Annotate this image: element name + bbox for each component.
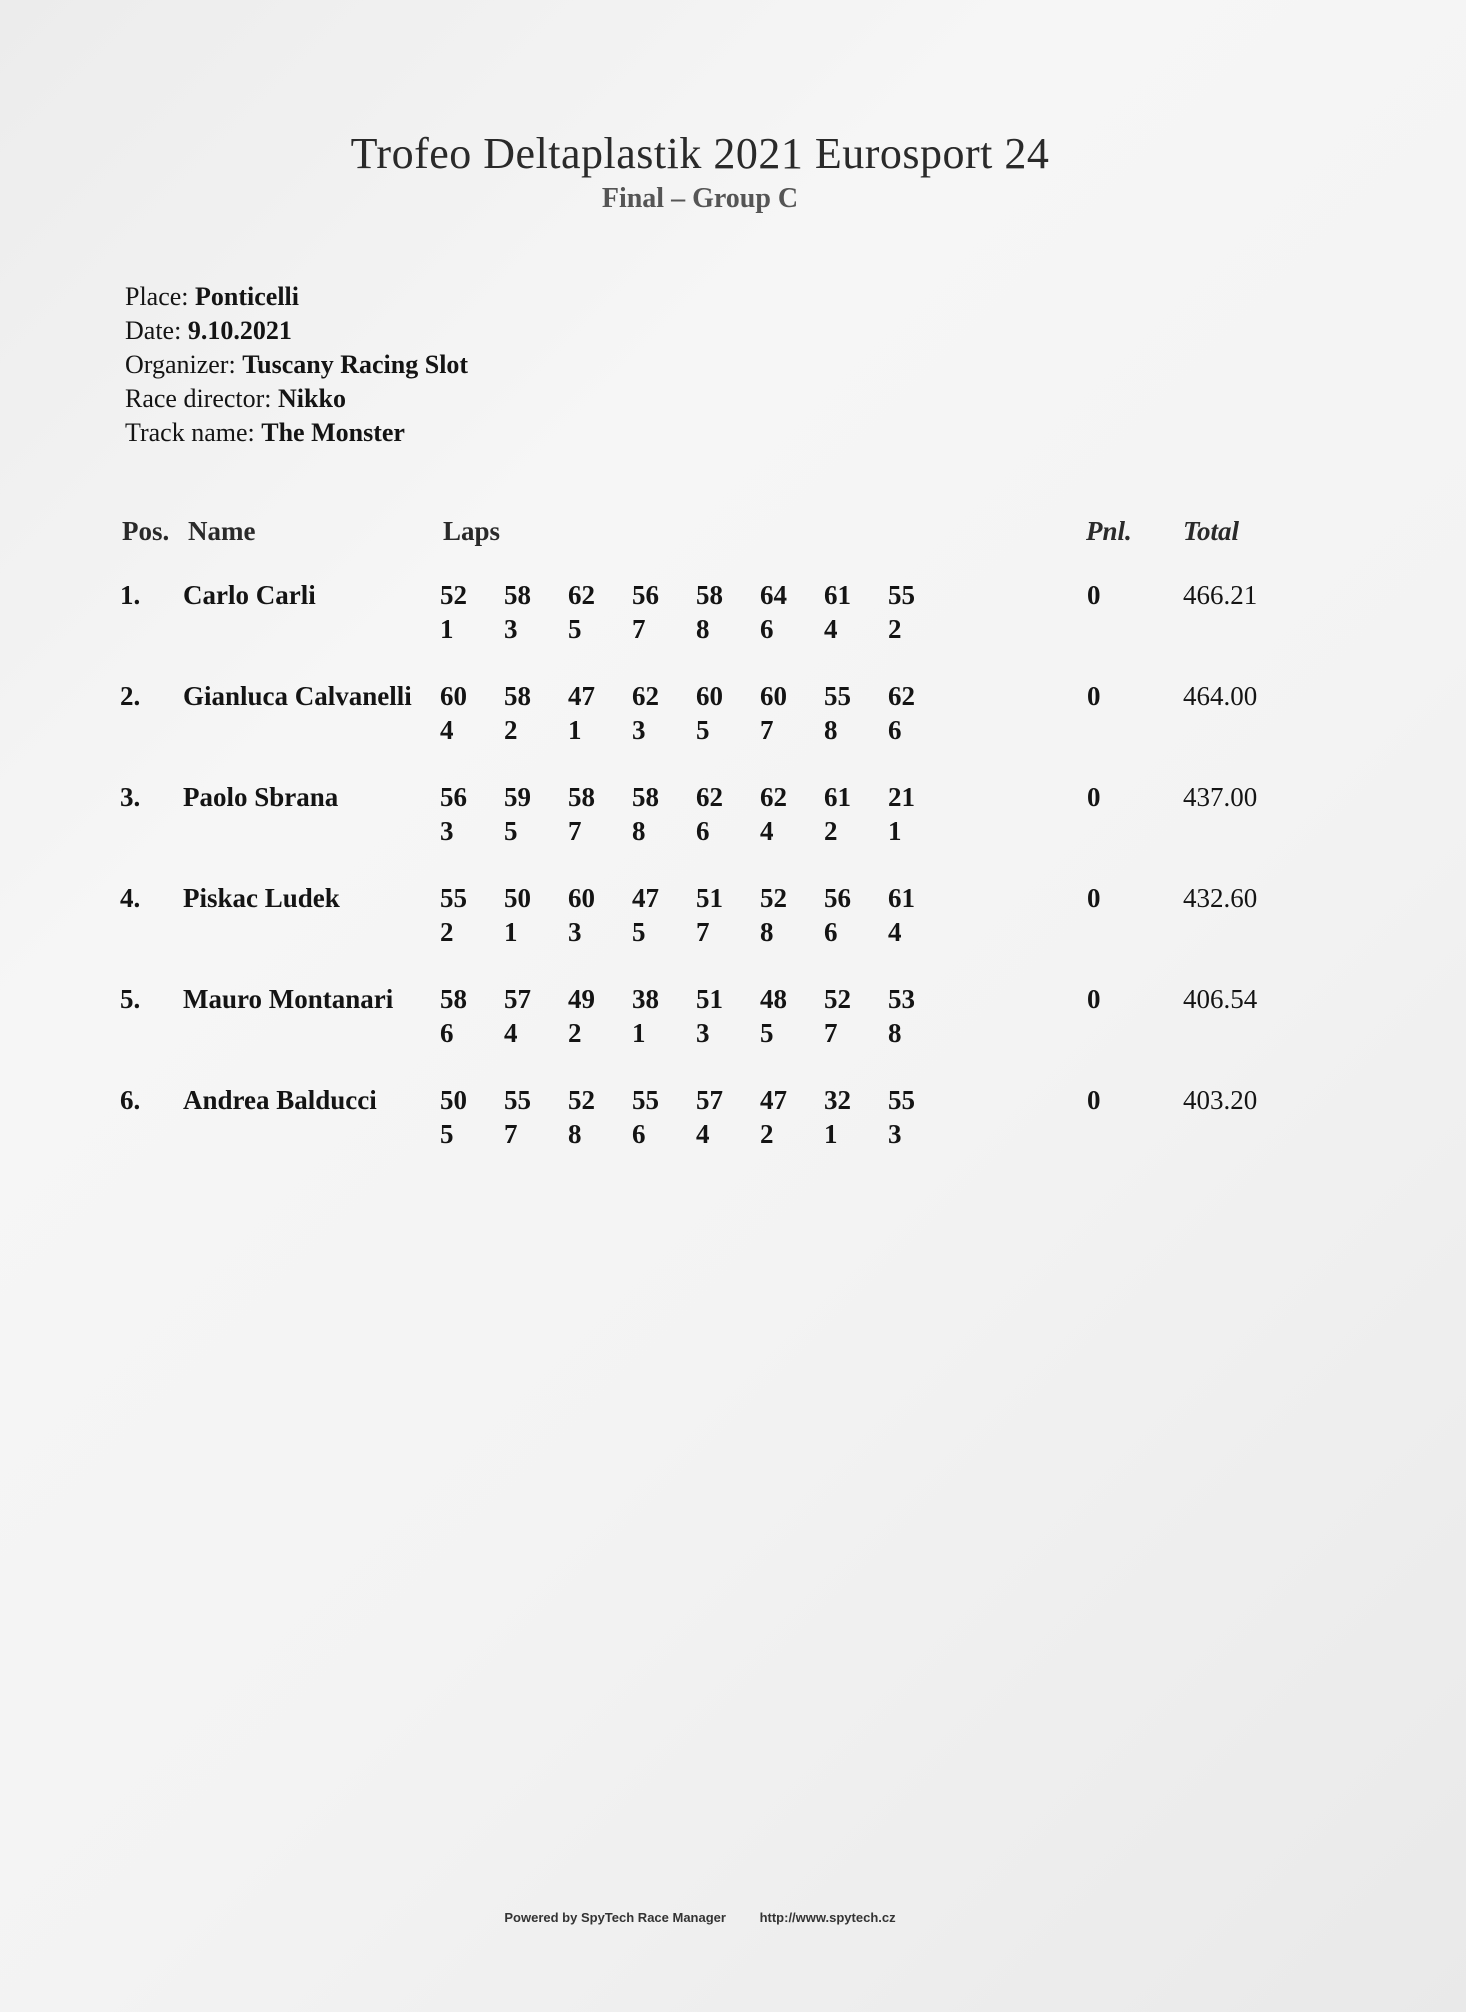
lane-number: 6 (696, 816, 710, 846)
document-title: Trofeo Deltaplastik 2021 Eurosport 24 (350, 129, 1050, 178)
lane-number: 6 (760, 614, 774, 644)
info-label: Track name: (125, 418, 255, 447)
lap-count: 58 (568, 782, 595, 812)
lane-number: 7 (760, 715, 774, 745)
lap-count: 21 (888, 782, 915, 812)
lane-number: 1 (440, 614, 454, 644)
lap-counts-line (440, 1085, 952, 1119)
result-penalty: 0 (1087, 681, 1101, 711)
lane-number: 2 (504, 715, 518, 745)
lane-number: 8 (696, 614, 710, 644)
lap-count: 47 (632, 883, 659, 913)
lap-count: 61 (824, 580, 851, 610)
result-position: 4. (120, 883, 141, 913)
lane-number: 2 (568, 1018, 582, 1048)
info-track (125, 416, 468, 450)
result-position: 3. (120, 782, 141, 812)
lane-number: 2 (824, 816, 838, 846)
info-organizer (125, 348, 468, 382)
lap-count: 49 (568, 984, 595, 1014)
lap-count: 62 (888, 681, 915, 711)
lap-count: 62 (568, 580, 595, 610)
lane-number: 6 (632, 1119, 646, 1149)
lap-count: 52 (824, 984, 851, 1014)
lane-number: 5 (760, 1018, 774, 1048)
lane-number: 4 (760, 816, 774, 846)
result-row (0, 681, 1466, 782)
lane-number: 4 (888, 917, 902, 947)
lane-number: 7 (696, 917, 710, 947)
lap-count: 61 (888, 883, 915, 913)
lane-number: 4 (440, 715, 454, 745)
results-table (0, 580, 1466, 1186)
column-header-pos: Pos. (122, 516, 170, 546)
info-label: Race director: (125, 384, 272, 413)
lane-number: 5 (440, 1119, 454, 1149)
lap-count: 55 (632, 1085, 659, 1115)
lane-number: 1 (888, 816, 902, 846)
lap-count: 55 (440, 883, 467, 913)
lap-count: 55 (824, 681, 851, 711)
result-driver-name: Andrea Balducci (183, 1085, 377, 1115)
result-position: 2. (120, 681, 141, 711)
lap-count: 55 (888, 1085, 915, 1115)
lap-count: 50 (440, 1085, 467, 1115)
info-value: Nikko (278, 384, 346, 413)
lane-number: 5 (504, 816, 518, 846)
lap-count: 62 (760, 782, 787, 812)
lane-number: 8 (760, 917, 774, 947)
lap-count: 62 (696, 782, 723, 812)
footer (0, 1910, 1400, 1925)
result-penalty: 0 (1087, 580, 1101, 610)
lane-order-line (440, 917, 952, 951)
lap-count: 38 (632, 984, 659, 1014)
lap-count: 52 (760, 883, 787, 913)
info-label: Date: (125, 316, 182, 345)
result-laps (440, 580, 952, 648)
lap-counts-line (440, 782, 952, 816)
race-info (125, 280, 468, 450)
result-driver-name: Gianluca Calvanelli (183, 681, 412, 711)
lane-number: 6 (824, 917, 838, 947)
lap-count: 60 (568, 883, 595, 913)
lane-number: 7 (632, 614, 646, 644)
lane-number: 5 (696, 715, 710, 745)
result-total: 403.20 (1183, 1085, 1258, 1115)
lane-order-line (440, 1018, 952, 1052)
column-header-total: Total (1183, 516, 1240, 546)
lap-count: 60 (760, 681, 787, 711)
lane-number: 6 (440, 1018, 454, 1048)
result-total: 464.00 (1183, 681, 1258, 711)
lane-number: 3 (440, 816, 454, 846)
result-total: 437.00 (1183, 782, 1258, 812)
lap-count: 47 (568, 681, 595, 711)
lap-count: 51 (696, 883, 723, 913)
lane-number: 8 (632, 816, 646, 846)
info-value: Ponticelli (195, 282, 300, 311)
lane-number: 1 (824, 1119, 838, 1149)
info-value: The Monster (261, 418, 405, 447)
info-date (125, 314, 468, 348)
lap-count: 56 (824, 883, 851, 913)
lap-count: 57 (696, 1085, 723, 1115)
lap-count: 58 (632, 782, 659, 812)
lane-order-line (440, 614, 952, 648)
result-row (0, 782, 1466, 883)
lane-number: 2 (440, 917, 454, 947)
result-penalty: 0 (1087, 883, 1101, 913)
lap-count: 58 (440, 984, 467, 1014)
lane-order-line (440, 715, 952, 749)
lane-number: 8 (888, 1018, 902, 1048)
result-penalty: 0 (1087, 1085, 1101, 1115)
document-subtitle: Final – Group C (601, 183, 799, 214)
lane-number: 3 (568, 917, 582, 947)
lane-number: 4 (504, 1018, 518, 1048)
column-header-name: Name (188, 516, 256, 546)
info-place (125, 280, 468, 314)
lap-count: 50 (504, 883, 531, 913)
lap-count: 60 (696, 681, 723, 711)
lap-counts-line (440, 984, 952, 1018)
result-laps (440, 883, 952, 951)
lap-count: 53 (888, 984, 915, 1014)
lane-number: 7 (824, 1018, 838, 1048)
lane-number: 7 (504, 1119, 518, 1149)
lap-count: 62 (632, 681, 659, 711)
result-driver-name: Paolo Sbrana (183, 782, 339, 812)
lane-number: 8 (824, 715, 838, 745)
lap-count: 56 (632, 580, 659, 610)
result-penalty: 0 (1087, 782, 1101, 812)
footer-url: http://www.spytech.cz (759, 1910, 896, 1925)
lane-order-line (440, 1119, 952, 1153)
result-driver-name: Carlo Carli (183, 580, 316, 610)
lane-number: 4 (696, 1119, 710, 1149)
lane-number: 7 (568, 816, 582, 846)
lap-count: 48 (760, 984, 787, 1014)
lap-counts-line (440, 681, 952, 715)
lap-count: 55 (888, 580, 915, 610)
column-header-pnl: Pnl. (1086, 516, 1132, 546)
result-total: 406.54 (1183, 984, 1258, 1014)
lap-count: 58 (504, 681, 531, 711)
column-header-laps: Laps (443, 516, 501, 546)
lap-count: 47 (760, 1085, 787, 1115)
lane-number: 3 (696, 1018, 710, 1048)
info-value: Tuscany Racing Slot (242, 350, 469, 379)
lap-counts-line (440, 883, 952, 917)
info-label: Organizer: (125, 350, 236, 379)
result-penalty: 0 (1087, 984, 1101, 1014)
lane-number: 3 (888, 1119, 902, 1149)
lap-count: 52 (440, 580, 467, 610)
result-position: 1. (120, 580, 141, 610)
lane-order-line (440, 816, 952, 850)
lane-number: 2 (888, 614, 902, 644)
result-laps (440, 681, 952, 749)
lap-count: 52 (568, 1085, 595, 1115)
result-row (0, 580, 1466, 681)
lane-number: 8 (568, 1119, 582, 1149)
info-race-director (125, 382, 468, 416)
result-total: 466.21 (1183, 580, 1258, 610)
lap-count: 59 (504, 782, 531, 812)
result-row (0, 883, 1466, 984)
result-total: 432.60 (1183, 883, 1258, 913)
lap-counts-line (440, 580, 952, 614)
lane-number: 3 (504, 614, 518, 644)
info-value: 9.10.2021 (187, 316, 292, 345)
lane-number: 1 (504, 917, 518, 947)
result-position: 6. (120, 1085, 141, 1115)
lap-count: 58 (696, 580, 723, 610)
lap-count: 51 (696, 984, 723, 1014)
lap-count: 32 (824, 1085, 851, 1115)
lap-count: 58 (504, 580, 531, 610)
lane-number: 4 (824, 614, 838, 644)
result-laps (440, 782, 952, 850)
result-laps (440, 1085, 952, 1153)
result-laps (440, 984, 952, 1052)
lane-number: 1 (632, 1018, 646, 1048)
result-row (0, 1085, 1466, 1186)
info-label: Place: (125, 282, 189, 311)
lap-count: 60 (440, 681, 467, 711)
result-row (0, 984, 1466, 1085)
lap-count: 61 (824, 782, 851, 812)
lane-number: 1 (568, 715, 582, 745)
result-driver-name: Mauro Montanari (183, 984, 394, 1014)
lane-number: 2 (760, 1119, 774, 1149)
lap-count: 55 (504, 1085, 531, 1115)
lane-number: 3 (632, 715, 646, 745)
footer-powered-by: Powered by SpyTech Race Manager (504, 1910, 726, 1925)
lap-count: 64 (760, 580, 787, 610)
lane-number: 6 (888, 715, 902, 745)
result-position: 5. (120, 984, 141, 1014)
lane-number: 5 (568, 614, 582, 644)
lap-count: 56 (440, 782, 467, 812)
lap-count: 57 (504, 984, 531, 1014)
result-driver-name: Piskac Ludek (183, 883, 340, 913)
lane-number: 5 (632, 917, 646, 947)
